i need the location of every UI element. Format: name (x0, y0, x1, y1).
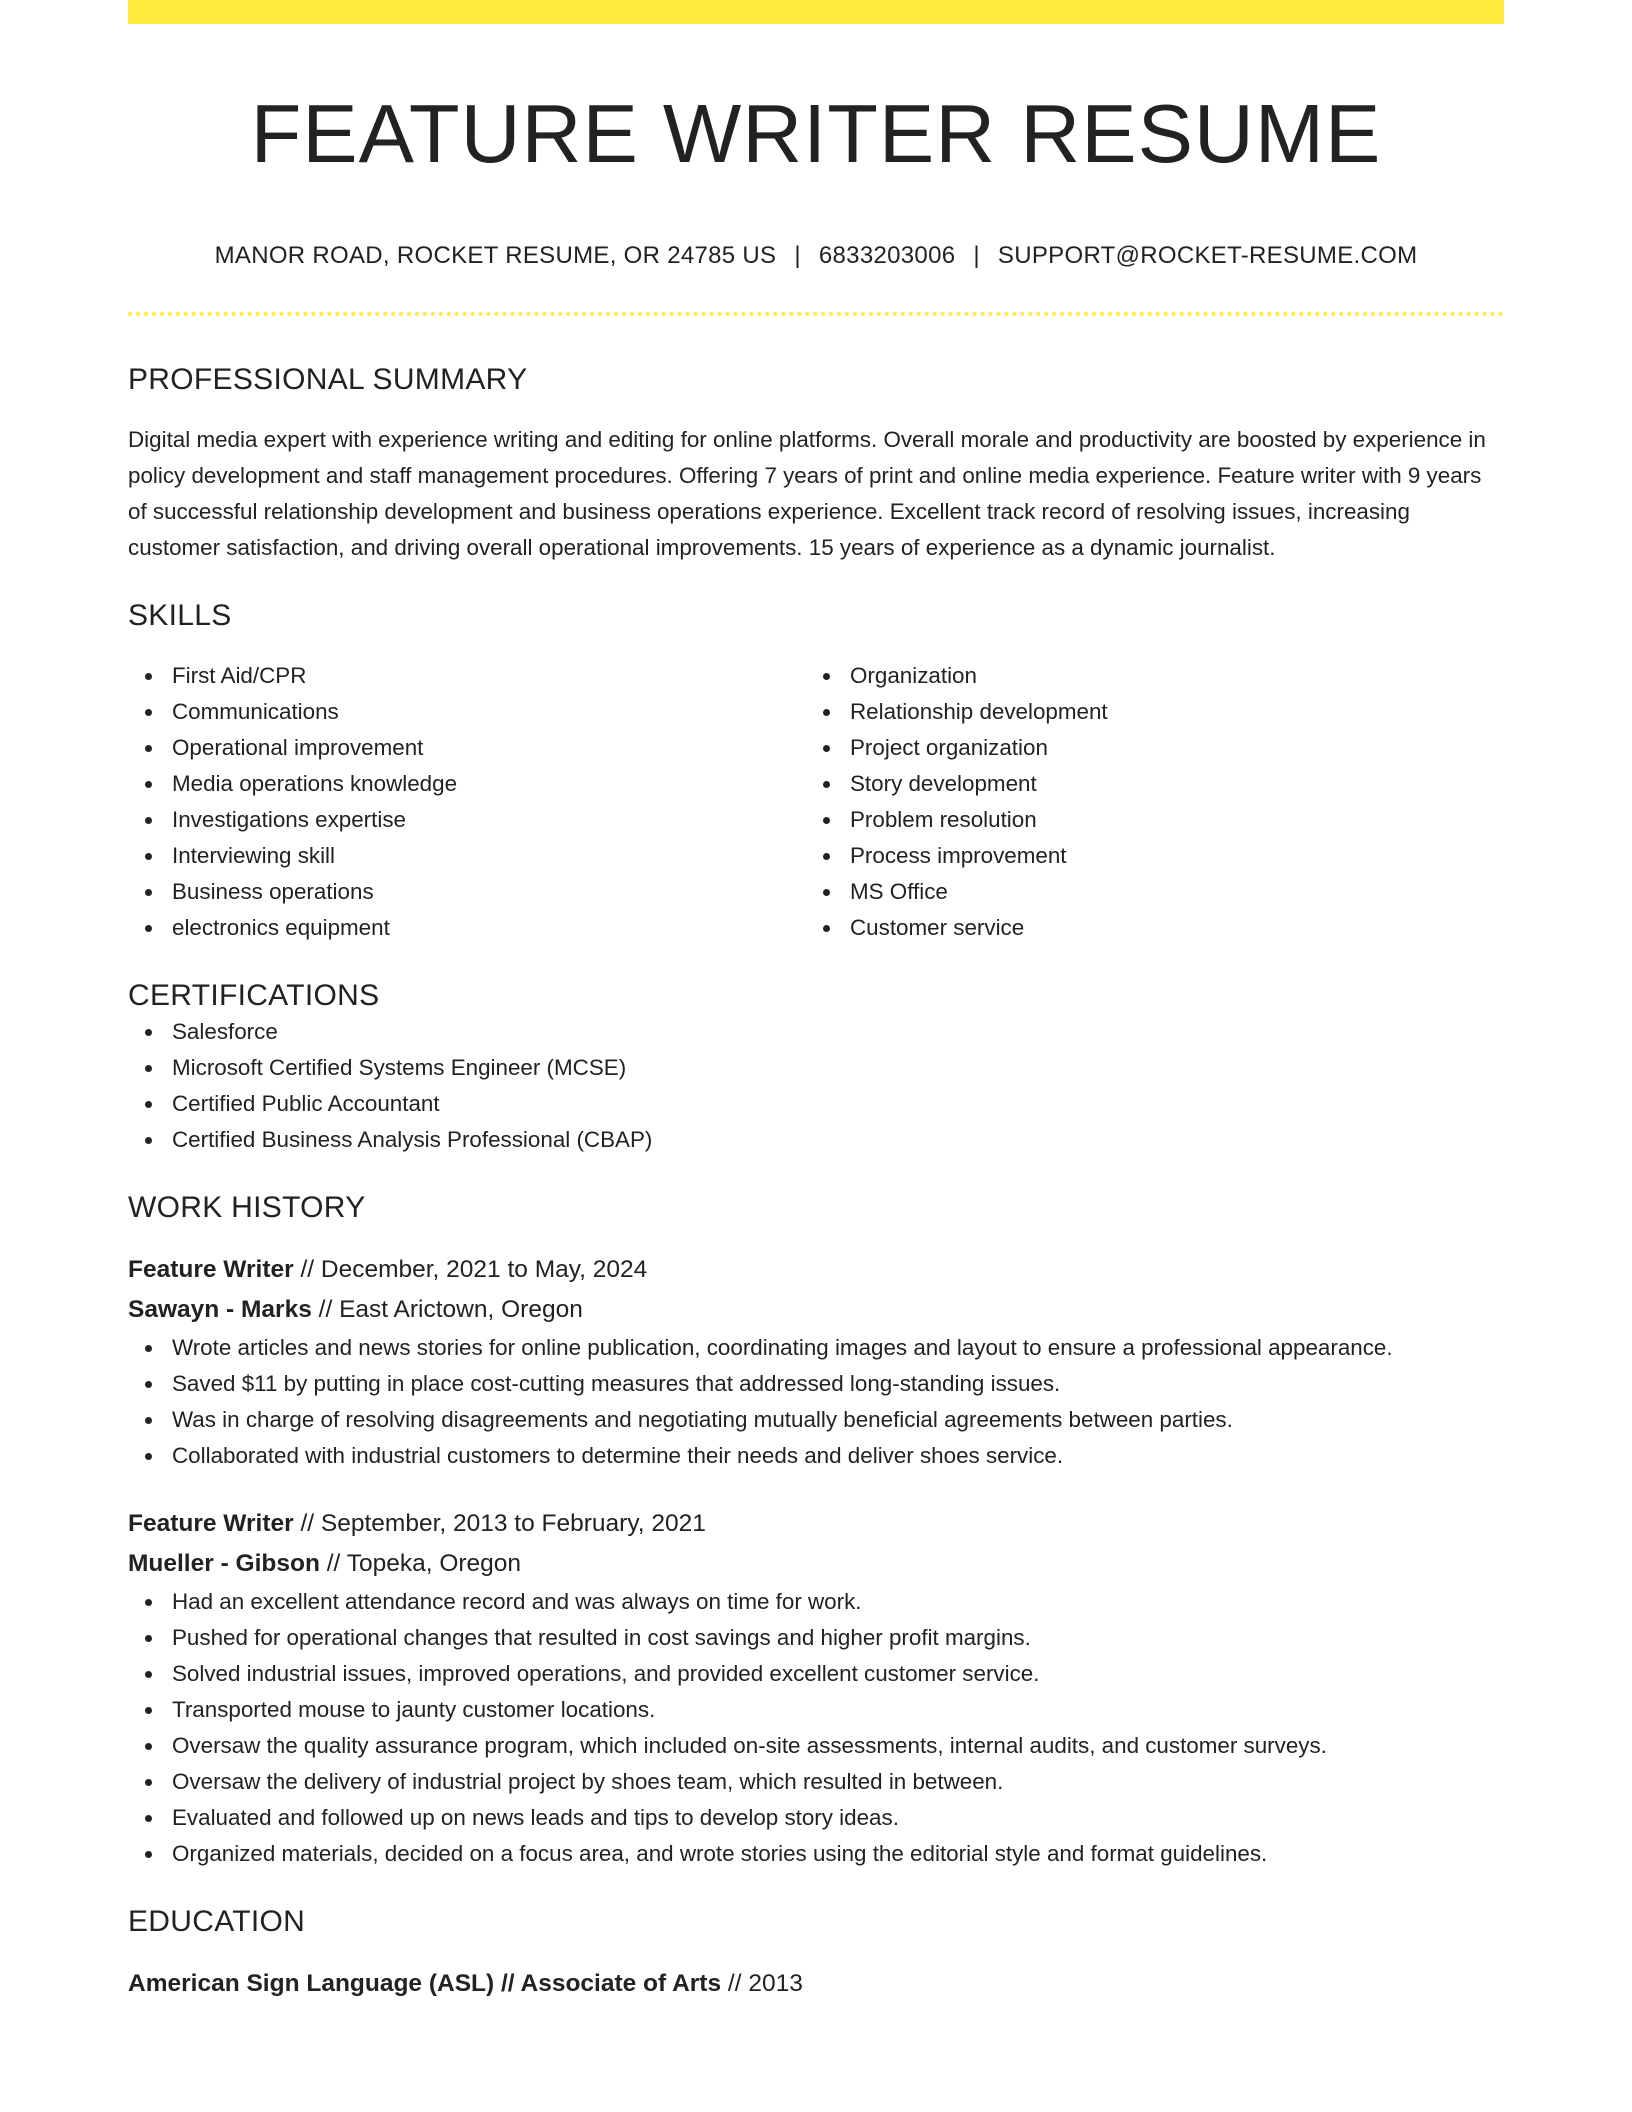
skill-item: Operational improvement (128, 730, 806, 766)
job-company-line (128, 1290, 1504, 1330)
skill-item: Organization (806, 658, 1484, 694)
certification-item: Salesforce (128, 1014, 1504, 1050)
job-duties-list (128, 1330, 1504, 1474)
skill-item: Process improvement (806, 838, 1484, 874)
contact-separator: | (794, 242, 801, 269)
summary-text: Digital media expert with experience writing and editing for online platforms. Overall morale and productivity are boosted by experience in policy development and staff management procedures. Offering 7 years of print and online media experience. Feature writer with 9 years of successful relationship development and business operations experience. Excellent track record of resolving issues, increasing customer satisfaction, and driving overall operational improvements. 15 years of experience as a dynamic journalist. (128, 427, 1486, 560)
skill-item: MS Office (806, 874, 1484, 910)
contact-email: SUPPORT@ROCKET-RESUME.COM (997, 242, 1418, 269)
education-line (128, 1964, 1504, 2004)
resume-page (128, 0, 1504, 2004)
job-duty: Oversaw the quality assurance program, which included on-site assessments, internal audits, and customer surveys. (128, 1728, 1504, 1764)
job-location: // East Arictown, Oregon (311, 1296, 583, 1323)
job-duty: Solved industrial issues, improved operations, and provided excellent customer service. (128, 1656, 1504, 1692)
job-duty: Collaborated with industrial customers to determine their needs and deliver shoes service. (128, 1438, 1504, 1474)
skill-item: Business operations (128, 874, 806, 910)
job-company-line (128, 1544, 1504, 1584)
job-duty: Evaluated and followed up on news leads and tips to develop story ideas. (128, 1800, 1504, 1836)
job-duty: Saved $11 by putting in place cost-cutting measures that addressed long-standing issues. (128, 1366, 1504, 1402)
skill-item: Communications (128, 694, 806, 730)
job-dates: // December, 2021 to May, 2024 (293, 1256, 648, 1283)
job-duty: Organized materials, decided on a focus area, and wrote stories using the editorial style and format guidelines. (128, 1836, 1504, 1872)
job-company: Mueller - Gibson (128, 1550, 320, 1577)
education-year: // 2013 (721, 1970, 803, 1997)
job-duty: Oversaw the delivery of industrial project by shoes team, which resulted in between. (128, 1764, 1504, 1800)
job-company: Sawayn - Marks (128, 1296, 312, 1323)
contact-address: MANOR ROAD, ROCKET RESUME, OR 24785 US (214, 242, 777, 269)
job-role: Feature Writer (128, 1510, 294, 1537)
skills-heading: SKILLS (128, 599, 232, 632)
dotted-divider (128, 312, 1504, 316)
job-location: // Topeka, Oregon (319, 1550, 522, 1577)
certification-item: Microsoft Certified Systems Engineer (MCSE) (128, 1050, 1504, 1086)
certification-item: Certified Public Accountant (128, 1086, 1504, 1122)
certifications-heading: CERTIFICATIONS (128, 979, 380, 1012)
summary-heading: PROFESSIONAL SUMMARY (128, 363, 528, 396)
job-duties-list (128, 1584, 1504, 1872)
job-duty: Pushed for operational changes that resulted in cost savings and higher profit margins. (128, 1620, 1504, 1656)
contact-line (128, 240, 1504, 272)
skill-item: Interviewing skill (128, 838, 806, 874)
skill-item: Media operations knowledge (128, 766, 806, 802)
job-role: Feature Writer (128, 1256, 294, 1283)
skill-item: First Aid/CPR (128, 658, 806, 694)
contact-phone: 6833203006 (818, 242, 956, 269)
skill-item: Problem resolution (806, 802, 1484, 838)
job-duty: Transported mouse to jaunty customer locations. (128, 1692, 1504, 1728)
job-dates: // September, 2013 to February, 2021 (293, 1510, 706, 1537)
skill-item: Customer service (806, 910, 1484, 946)
certification-item: Certified Business Analysis Professional (CBAP) (128, 1122, 1504, 1158)
skill-item: Investigations expertise (128, 802, 806, 838)
skill-item: electronics equipment (128, 910, 806, 946)
job-duty: Wrote articles and news stories for online publication, coordinating images and layout to ensure a professional appearance. (128, 1330, 1504, 1366)
skill-item: Relationship development (806, 694, 1484, 730)
job-duty: Was in charge of resolving disagreements and negotiating mutually beneficial agreements between parties. (128, 1402, 1504, 1438)
resume-title: FEATURE WRITER RESUME (250, 87, 1382, 180)
job-duty: Had an excellent attendance record and was always on time for work. (128, 1584, 1504, 1620)
contact-separator: | (973, 242, 980, 269)
skills-columns (128, 658, 1504, 946)
skill-item: Story development (806, 766, 1484, 802)
skills-list-right (806, 658, 1484, 946)
education-field: American Sign Language (ASL) // Associate of Arts (128, 1970, 722, 1997)
education-heading: EDUCATION (128, 1905, 306, 1938)
accent-top-bar (128, 0, 1504, 24)
skill-item: Project organization (806, 730, 1484, 766)
job-title-line (128, 1250, 1504, 1290)
certifications-list (128, 1014, 1504, 1158)
work-history-heading: WORK HISTORY (128, 1191, 366, 1224)
job-title-line (128, 1504, 1504, 1544)
skills-list-left (128, 658, 806, 946)
